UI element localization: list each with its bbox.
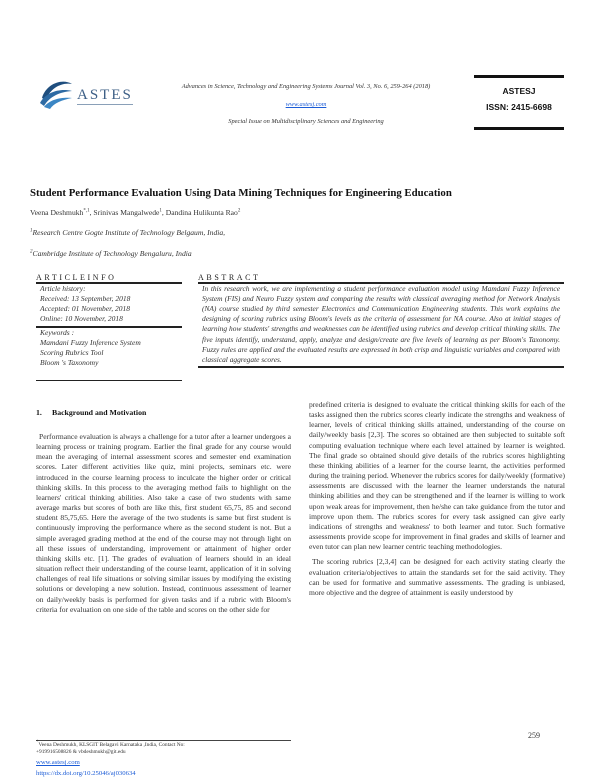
keyword: Mamdani Fuzzy Inference System [40,338,141,348]
body-paragraph: Performance evaluation is always a challenge for a tutor after a learner undergoes a learning process or training program. Earlier the final grade for any course would mean the averaging of internal assessment scores and semester end examination scores. Later different activities like quiz, mini projects, seminars etc. were introduced in the course learning process to inculcate the higher order or critical thinking skills. In this process to the averaging method fails to highlight on the learners' critical thinking abilities. Also take a case of two students with same average marks but scores of both are like this, first student 65,75, 85 and second student 85,75,65. Here the average of the two students is same but first student is continuously improving the performance where as the second student is not. But a simple averaged grading method at the end of the course may not through light on all these issues of understanding, improvement or attainment of higher order thinking skills etc. [1]. The grades of evaluation of learners should in an ideal situation reflect their understanding of the course learnt, application of it in solving challenges of real life situations or solving similar issues by modifying the existing solutions or developing a new solution. Instead, continuous assessment of learner on daily/weekly basis is performed for given tasks and if a rubric with Bloom's criteria for evaluation on one side of the table and scores on the other side for [36,432,291,614]
footnote [36,742,296,756]
special-issue: Special Issue on Multidisciplinary Sciences and Engineering [228,118,384,125]
section-number: 1. [36,408,42,417]
journal-abbrev: ASTESJ [502,86,536,96]
author-sup: *,1 [83,208,90,214]
keywords-label: Keywords : [40,327,75,337]
accepted-date: Accepted: 01 November, 2018 [40,303,130,313]
author-name: Veena Deshmukh [30,208,84,217]
section-title: Background and Motivation [52,408,147,417]
doi-link[interactable]: https://dx.doi.org/10.25046/aj030634 [36,770,136,777]
footnote-text: Veena Deshmukh, KLSGIT Belagavi Karnataka ,India, Contact No: [38,742,185,748]
website-link[interactable]: www.astesj.com [36,759,80,766]
footnote-line: +919916508826 & vbdeshmukh@git.edu [36,749,126,755]
body-paragraph: The scoring rubrics [2,3,4] can be designed for each activity stating clearly the evaluation criteria/objectives to attain the standards set for the said activity. They can be used for formative and summative assessments. The grading is unbiased, more objective and the degree of attainment is easily understood by [309,557,565,597]
footnote-line [36,742,296,749]
issn-bottom-rule [474,127,564,130]
divider [36,380,182,382]
affiliation [30,249,192,258]
article-info-heading: ARTICLEINFO [36,273,117,282]
astes-logo [38,76,138,112]
wave-globe-icon [38,76,76,110]
keyword: Bloom 's Taxonomy [40,358,99,368]
affiliation-sup: 1 [30,228,33,234]
body-paragraph: predefined criteria is designed to evaluate the critical thinking skills for each of the tasks assigned then the rubrics scores clearly indicate the strengths and weakness of learner, levels of critical thinking skills attained, understanding of the course on daily/weekly basis [2,3]. The scores so obtained are then subjected to suitable soft computing evaluation technique where each level attained by learner is weighted. The final grade so obtained should give details of the rubrics scores highlighting these thinking abilities of a learner for the course learnt, the activities performed during the training period. Whenever the rubrics scores for daily/weekly (formative) assessments are discussed with the learner the learner understands the natural thinking abilities and they can be strengthened and if the learner is willing to work upon weak areas for improvement, then he/she can take guidance from the tutor and improve upon them. The rubrics scores for every task assigned can give early indications of strengths and weakness' to both learner and tutor. Such formative assessments provide scope for improvement in final grades and skills of learner and even tutor can plan new learner centric teaching methodologies. [309,400,565,552]
keyword: Scoring Rubrics Tool [40,348,104,358]
author-list: Veena Deshmukh$^{*,1}$, Srinivas Mangalwede$^1$, Dandina Hulikunta Rao$^2$ [30,208,241,217]
journal-url-line [146,101,466,108]
article-info [36,273,182,381]
affiliation-sup: 2 [30,249,33,255]
paper-title: Student Performance Evaluation Using Data Mining Techniques for Engineering Education [30,187,452,199]
journal-url-link[interactable]: www.astesj.com [285,101,327,108]
online-date: Online: 10 November, 2018 [40,314,123,324]
body-column-left [36,432,291,615]
affiliation-text: Cambridge Institute of Technology Bengaluru, India [32,249,192,258]
author-name: Srinivas Mangalwede [93,208,160,217]
issn-top-rule [474,75,564,78]
footnote-divider [36,740,291,741]
divider [198,366,564,368]
footnote-sup: * [36,740,39,746]
received-date: Received: 13 September, 2018 [40,293,131,303]
section-heading [36,408,146,417]
author-name: Dandina Hulikunta Rao [165,208,238,217]
logo-text: ASTES [77,87,133,103]
page-number: 259 [528,731,540,740]
body-column-right [309,400,565,598]
author-sup: 1 [159,208,162,214]
affiliation-text: Research Centre Gogte Institute of Technology Belgaum, India, [32,228,226,237]
abstract-heading: ABSTRACT [198,273,261,282]
affiliation [30,228,225,237]
journal-citation: Advances in Science, Technology and Engineering Systems Journal Vol. 3, No. 6, 259-264 (2018) [181,83,431,90]
author-sup: 2 [237,208,241,214]
issn-box [474,75,564,130]
abstract [198,273,564,368]
abstract-text: In this research work, we are implementing a student performance evaluation model using Mamdani Fuzzy Inference System (FIS) and Neuro Fuzzy system and comparing the results with classical averaging method for Network Analysis (NA) course studied by third semester Electronics and Communication Engineering students. This work explains the designing of scoring rubrics using Bloom's levels as the criteria of assessment for NA course. Also at initial stages of learning how students' strengths and weaknesses can be identified using rubrics and develop critical thinking skills. The five inputs identify, understand, apply, analyze and design/create are five levels of learning as per Bloom's Taxonomy. Fuzzy rules are applied and the evaluated results are expressed in both crisp and linguistic variables and compared with classical aggregate scores. [202,283,560,364]
issn: ISSN: 2415-6698 [486,102,552,112]
history-label: Article history: [40,283,86,293]
